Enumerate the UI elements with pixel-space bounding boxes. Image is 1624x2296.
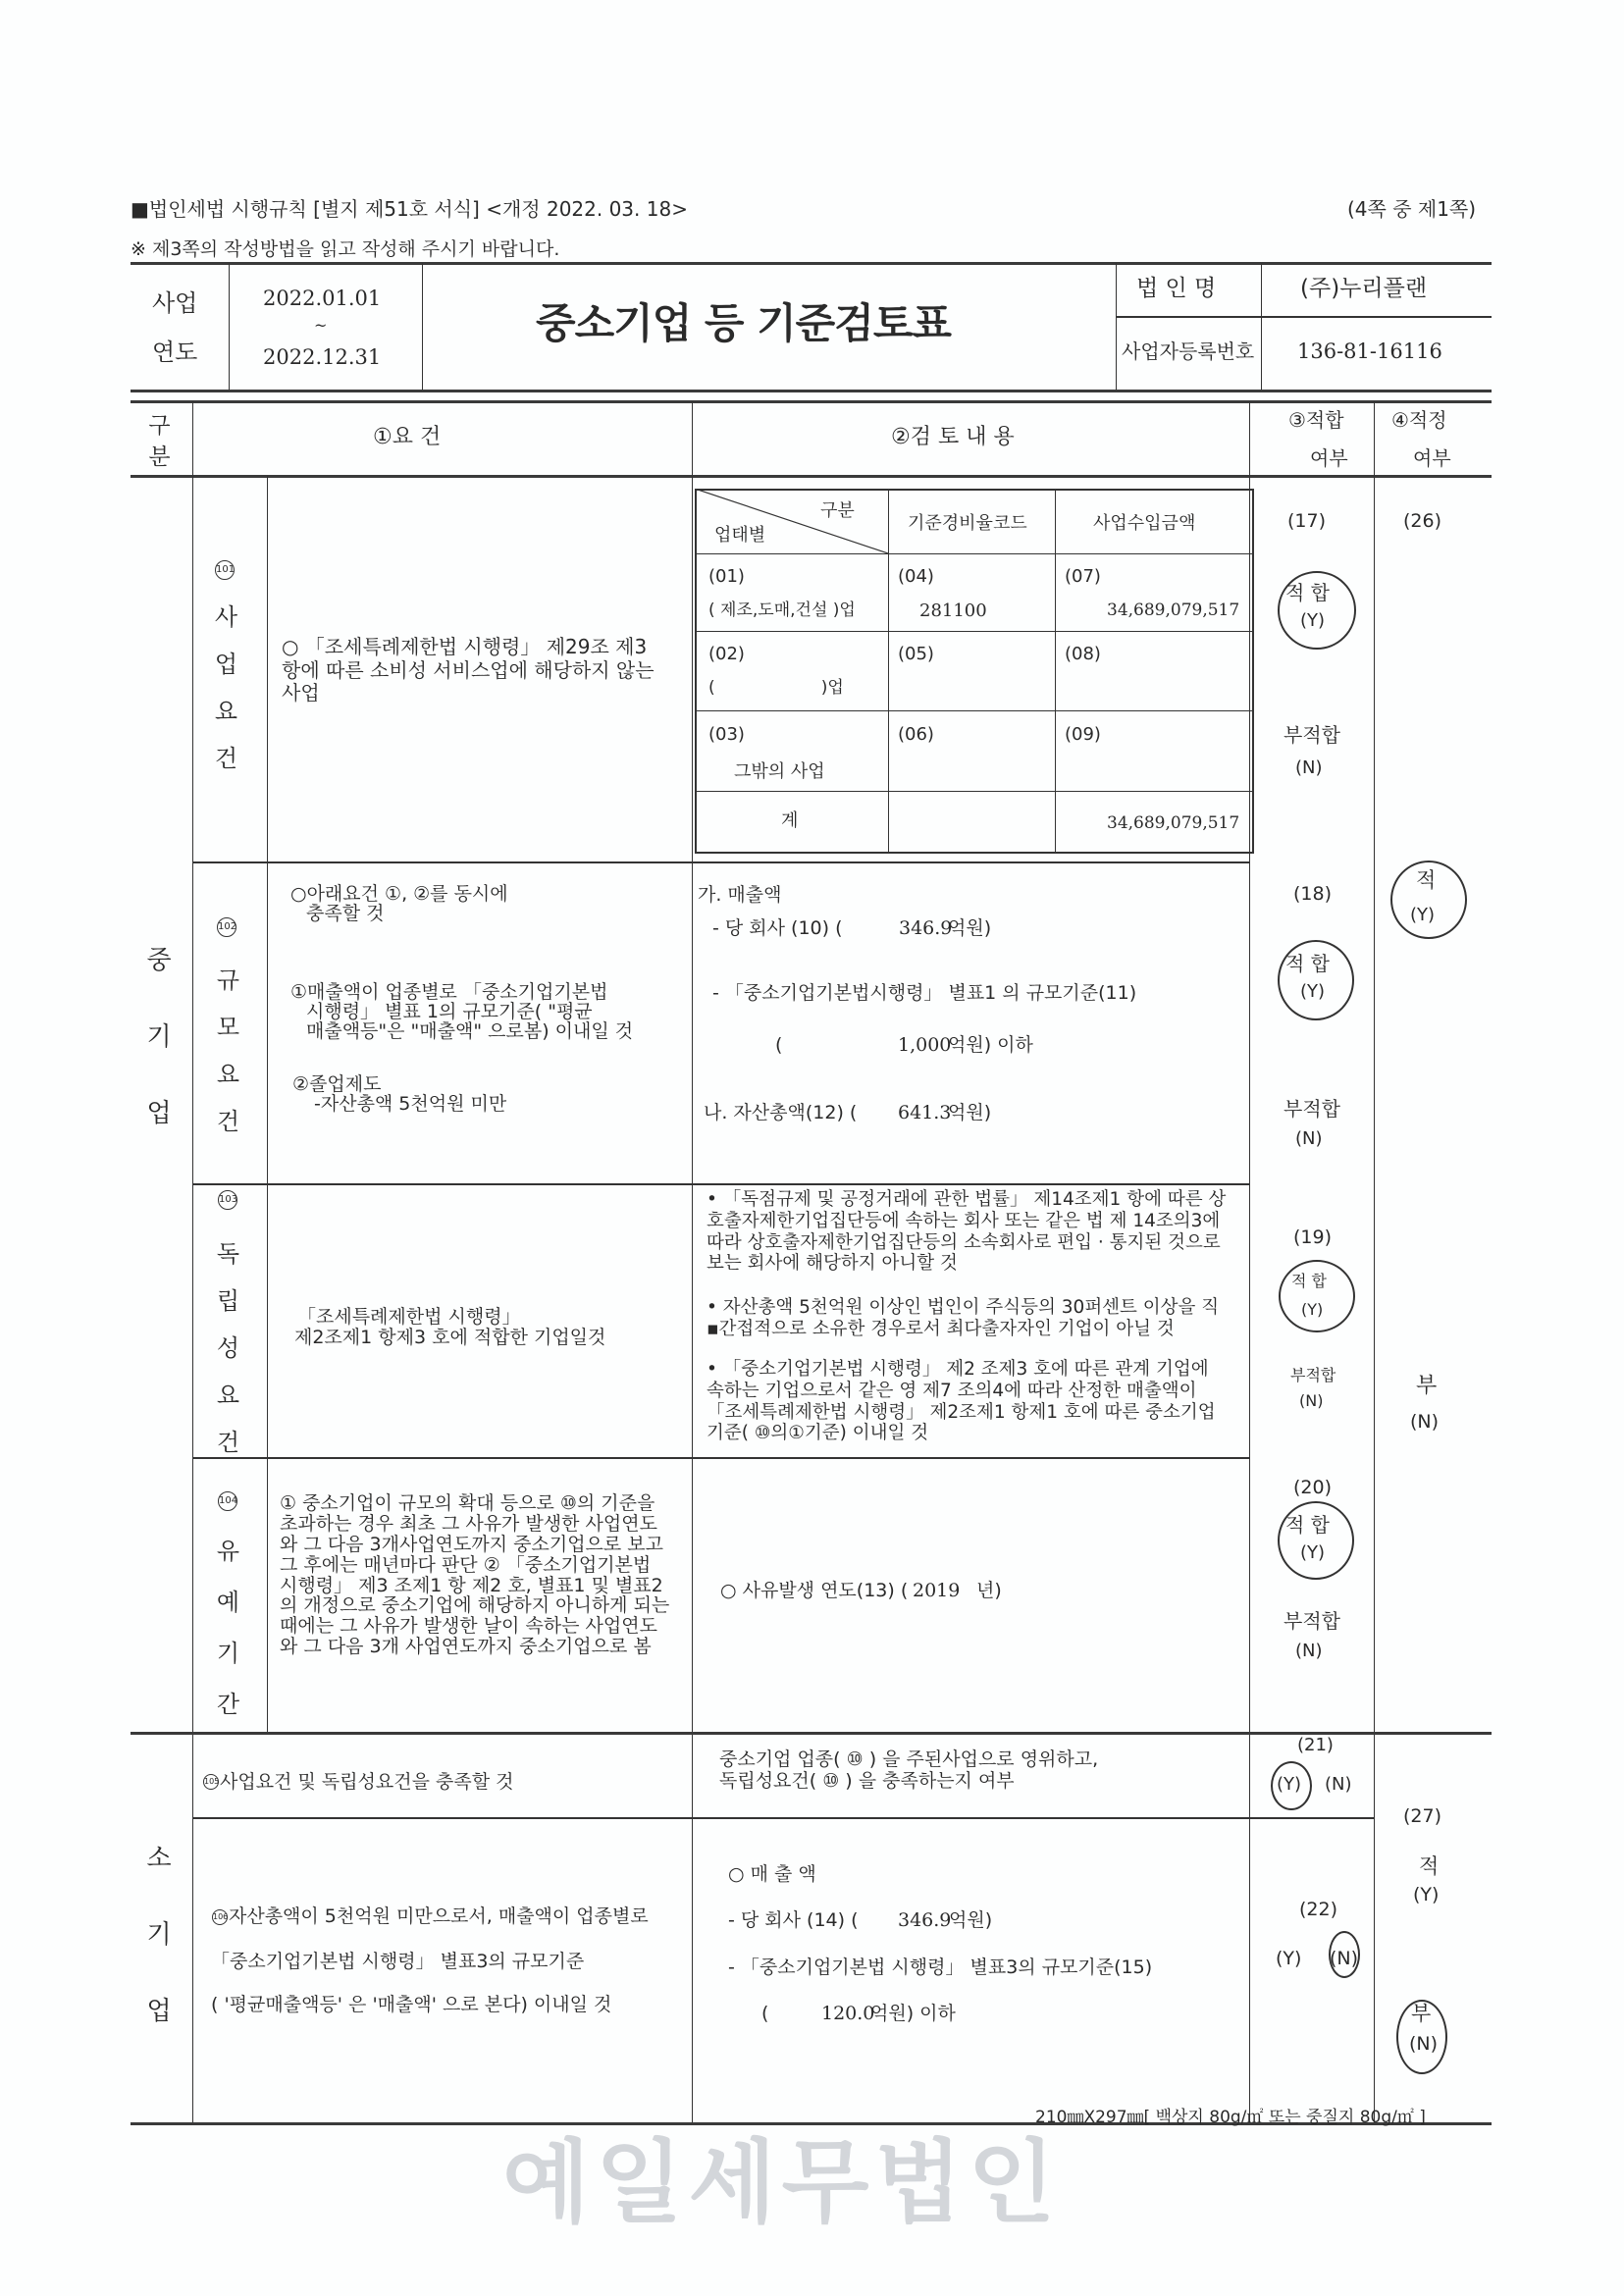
row102-req2-line2: -자산총액 5천억원 미만 (314, 1093, 507, 1115)
section-label-medium: 중 기 업 (146, 946, 172, 1128)
row102-review-a1-label: - 당 회사 (10) ( (712, 917, 843, 939)
row102-review-a1-value: 346.9 (899, 917, 953, 939)
row103-review-1: • 「독점규제 및 공정거래에 관한 법률」 제14조제1 항에 따른 상호출자제한기업집단등에 속하는 회사 또는 같은 법 제 14조의3에 따라 상호출자제한기업집단등의 소속회사로 편입 · 통지된 것으로 보는 회사에 해당하지 아니할 것 (707, 1189, 1227, 1275)
divider (192, 1457, 1249, 1459)
divider (1261, 263, 1262, 391)
row101-requirement: ○ 「조세특례제한법 시행령」 제29조 제3항에 따른 소비성 서비스업에 해당하지 않는 사업 (282, 635, 655, 705)
proper-27-no-code: (N) (1409, 2033, 1439, 2055)
row103-review-3: • 「중소기업기본법 시행령」 제2 조제3 호에 따른 관계 기업에 속하는 기업으로서 같은 영 제7 조의4에 따라 산정한 매출액이 「조세특례제한법 시행령」 제2조제1 항제1 호에 따른 중소기업기준( ⑩의①기준) 이내일 것 (707, 1359, 1216, 1444)
row102-review-a1-unit: 억원) (948, 917, 992, 939)
divider (131, 475, 1492, 478)
fit-20-yes: 적 합 (1285, 1513, 1330, 1537)
fit-21-no-code[interactable]: (N) (1325, 1774, 1352, 1795)
row2-code2: (05) (898, 644, 934, 664)
corp-name: (주)누리플랜 (1300, 276, 1428, 301)
row102-review-b-unit: 억원) (948, 1102, 992, 1123)
item-number-104: 104 (218, 1491, 237, 1511)
row106-requirement-2: 「중소기업기본법 시행령」 별표3의 규모기준 (211, 1951, 585, 1972)
row1-type: ( 제조,도매,건설 )업 (708, 600, 856, 620)
row102-req2-line1: ②졸업제도 (292, 1073, 382, 1095)
row103-label: 독 립 성 요 건 (216, 1240, 240, 1456)
item-number-102: 102 (217, 917, 236, 937)
biz-reg-number: 136-81-16116 (1297, 339, 1442, 363)
fit-17-label: (17) (1287, 510, 1327, 532)
title-top-border (131, 262, 1492, 265)
row2-code: (02) (708, 644, 745, 664)
row102-req1-line2: 시행령」 별표 1의 규모기준( "평균 (306, 1001, 593, 1022)
row102-req1-line1: ①매출액이 업종별로 「중소기업기본법 (290, 981, 608, 1003)
item-number-101: 101 (215, 560, 235, 580)
row102-intro-2: 충족할 것 (306, 903, 385, 924)
divider (192, 1183, 1249, 1185)
fiscal-year-label-2: 연도 (152, 339, 198, 366)
fit-20-yes-code: (Y) (1300, 1542, 1326, 1563)
row106-review-3-value: 120.0 (821, 2003, 875, 2024)
total-revenue: 34,689,079,517 (1107, 813, 1240, 833)
row104-review-value: 2019 (913, 1580, 961, 1601)
row3-code2: (06) (898, 724, 934, 745)
fit-20-no[interactable]: 부적합 (1283, 1609, 1340, 1633)
perforated-stamp: 예일세무법인 (502, 2130, 1062, 2235)
period-start: 2022.01.01 (263, 287, 382, 310)
row105-review-2: 독립성요건( ⑩ ) 을 충족하는지 여부 (719, 1770, 1015, 1792)
fit-19-yes-code: (Y) (1301, 1300, 1324, 1319)
fit-19-no[interactable]: 부적합 (1290, 1366, 1336, 1384)
divider (695, 553, 1254, 554)
row105-review-1: 중소기업 업종( ⑩ ) 을 주된사업으로 영위하고, (719, 1748, 1099, 1770)
divider (695, 791, 1254, 792)
row1-code3: (07) (1065, 566, 1101, 587)
divider (692, 401, 693, 2123)
row106-review-1-label: - 당 회사 (14) ( (728, 1909, 859, 1931)
divider (1116, 263, 1117, 391)
row106-review-title: ○ 매 출 액 (728, 1863, 816, 1885)
fit-19-label: (19) (1293, 1226, 1333, 1248)
row2-type: ( )업 (708, 678, 844, 698)
table-header-category: 구분 (820, 500, 855, 521)
row106-review-3-unit: 억원) 이하 (870, 2003, 956, 2024)
row103-requirement-1: 「조세특례제한법 시행령」 (297, 1306, 521, 1328)
divider (131, 400, 1492, 403)
title-bottom-border (131, 390, 1492, 392)
row1-expense-code: 281100 (919, 600, 987, 621)
col-fit-header-2: 여부 (1310, 446, 1348, 470)
total-label: 계 (781, 810, 799, 831)
col-category-header: 구 분 (148, 413, 171, 470)
row104-review-unit: 년) (976, 1580, 1002, 1601)
fit-18-label: (18) (1293, 883, 1333, 905)
proper-26-no[interactable]: 부 (1416, 1374, 1438, 1398)
proper-27-yes-code: (Y) (1413, 1884, 1440, 1905)
table-header-expense-code: 기준경비율코드 (908, 513, 1027, 534)
divider (422, 263, 423, 391)
fit-22-label: (22) (1299, 1899, 1338, 1920)
fit-22-no-code: (N) (1330, 1948, 1359, 1969)
col-requirement-header: ①요 건 (373, 425, 442, 449)
row102-review-b-label: 나. 자산총액(12) ( (704, 1102, 858, 1123)
row102-req1-line3: 매출액등"은 "매출액" 으로봄) 이내일 것 (306, 1020, 634, 1042)
divider (695, 710, 1254, 711)
fit-18-no[interactable]: 부적합 (1283, 1097, 1340, 1121)
divider (192, 1817, 1374, 1819)
divider (695, 631, 1254, 632)
row106-review-1-unit: 억원) (949, 1909, 993, 1931)
proper-26-label: (26) (1403, 510, 1442, 532)
fit-19-no-code: (N) (1299, 1391, 1324, 1410)
row106-requirement-1: 자산총액이 5천억원 미만으로서, 매출액이 업종별로 (229, 1905, 649, 1927)
divider (1055, 489, 1056, 854)
fit-21-label: (21) (1297, 1735, 1334, 1755)
corp-name-label: 법 인 명 (1136, 276, 1217, 301)
fit-22-yes-code[interactable]: (Y) (1276, 1948, 1302, 1969)
item-number-105: 105 (203, 1774, 219, 1790)
divider (1374, 401, 1375, 2123)
row101-label: 사 업 요 건 (214, 603, 238, 772)
proper-27-yes[interactable]: 적 (1419, 1854, 1440, 1878)
proper-27-no: 부 (1411, 2002, 1432, 2025)
row102-review-b-value: 641.3 (898, 1102, 952, 1123)
item-number-103: 103 (218, 1190, 237, 1210)
row103-review-2: • 자산총액 5천억원 이상인 법인이 주식등의 30퍼센트 이상을 직▪간접적으로 소유한 경우로서 최다출자자인 기업이 아닐 것 (707, 1297, 1220, 1339)
proper-26-yes-code: (Y) (1410, 905, 1436, 925)
row106-requirement-3: ( '평균매출액등' 은 '매출액' 으로 본다) 이내일 것 (211, 1994, 612, 2015)
row102-review-a: 가. 매출액 (698, 884, 782, 906)
fit-17-yes-code: (Y) (1300, 610, 1326, 631)
row106-review-3-paren: ( (761, 2003, 769, 2024)
row102-review-a2-unit: 억원) 이하 (948, 1034, 1033, 1056)
page-title: 중소기업 등 기준검토표 (536, 299, 951, 347)
row2-code3: (08) (1065, 644, 1101, 664)
divider (229, 263, 230, 391)
notice-text: ※ 제3쪽의 작성방법을 읽고 작성해 주시기 바랍니다. (131, 238, 560, 260)
row106-review-2-label: - 「중소기업기본법 시행령」 별표3의 규모기준(15) (728, 1957, 1153, 1978)
row106-review-1-value: 346.9 (898, 1909, 952, 1931)
page-indicator: (4쪽 중 제1쪽) (1347, 197, 1477, 221)
item-number-106: 106 (212, 1909, 228, 1925)
row104-review-label: ○ 사유발생 연도(13) ( (720, 1580, 909, 1601)
period-separator: ~ (314, 316, 328, 335)
fit-20-no-code: (N) (1295, 1641, 1323, 1661)
proper-26-yes: 적 (1416, 868, 1437, 892)
row3-code3: (09) (1065, 724, 1101, 745)
fit-21-yes-code: (Y) (1277, 1774, 1302, 1795)
row102-review-a2-value: 1,000 (898, 1034, 952, 1056)
col-review-header: ②검 토 내 용 (891, 425, 1015, 449)
divider (1116, 316, 1492, 318)
row1-code: (01) (708, 566, 745, 587)
col-fit-header-1: ③적합 (1288, 408, 1344, 432)
form-reference: ■법인세법 시행규칙 [별지 제51호 서식] <개정 2022. 03. 18> (131, 197, 688, 221)
fit-17-no[interactable]: 부적합 (1283, 723, 1340, 747)
fit-17-yes: 적 합 (1285, 581, 1330, 604)
row102-label: 규 모 요 건 (216, 966, 240, 1135)
section-label-small: 소 기 업 (146, 1844, 172, 2026)
table-header-business-type: 업태별 (714, 525, 766, 546)
biz-reg-label: 사업자등록번호 (1122, 339, 1255, 363)
col-proper-header-1: ④적정 (1391, 408, 1447, 432)
row103-requirement-2: 제2조제1 항제3 호에 적합한 기업일것 (294, 1327, 606, 1348)
row104-label: 유 예 기 간 (216, 1538, 240, 1718)
fit-18-yes-code: (Y) (1300, 981, 1326, 1002)
row102-review-a2-label: - 「중소기업기본법시행령」 별표1 의 규모기준(11) (712, 982, 1137, 1004)
proper-27-label: (27) (1403, 1805, 1442, 1827)
row104-requirement: ① 중소기업이 규모의 확대 등으로 ⑩의 기준을 초과하는 경우 최초 그 사유가 발생한 사업연도와 그 다음 3개사업연도까지 중소기업으로 보고 그 후에는 매년마다 판단 ② 「중소기업기본법 시행령」 제3 조제1 항 제2 호, 별표1 및 별표2의 개정으로 중소기업에 해당하지 아니하게 되는 때에는 그 사유가 발생한 날이 속하는 사업연도와 그 다음 3개 사업연도까지 중소기업으로 봄 (280, 1492, 670, 1658)
fit-18-no-code: (N) (1295, 1128, 1323, 1149)
fiscal-year-label-1: 사업 (152, 289, 198, 317)
row1-code2: (04) (898, 566, 934, 587)
row3-type: 그밖의 사업 (734, 761, 825, 782)
fit-19-yes: 적 합 (1291, 1272, 1327, 1290)
divider (192, 401, 193, 2123)
fit-18-yes: 적 합 (1285, 952, 1330, 975)
row105-requirement: 사업요건 및 독립성요건을 충족할 것 (220, 1771, 514, 1793)
fit-20-label: (20) (1293, 1477, 1333, 1498)
row3-code: (03) (708, 724, 745, 745)
proper-26-no-code: (N) (1410, 1411, 1440, 1433)
paper-spec: 210㎜X297㎜[ 백상지 80g/㎡ 또는 중질지 80g/㎡ ] (1035, 2108, 1426, 2127)
fit-17-no-code: (N) (1295, 757, 1323, 778)
divider (888, 489, 889, 854)
period-end: 2022.12.31 (263, 345, 382, 369)
row1-revenue: 34,689,079,517 (1107, 600, 1240, 620)
row102-intro-1: ○아래요건 ①, ②를 동시에 (290, 883, 508, 905)
col-proper-header-2: 여부 (1413, 446, 1451, 470)
divider (192, 861, 1249, 863)
row102-review-a2-paren: ( (775, 1034, 783, 1056)
divider (131, 1732, 1492, 1735)
divider (267, 476, 268, 1732)
table-header-revenue: 사업수입금액 (1093, 513, 1196, 534)
